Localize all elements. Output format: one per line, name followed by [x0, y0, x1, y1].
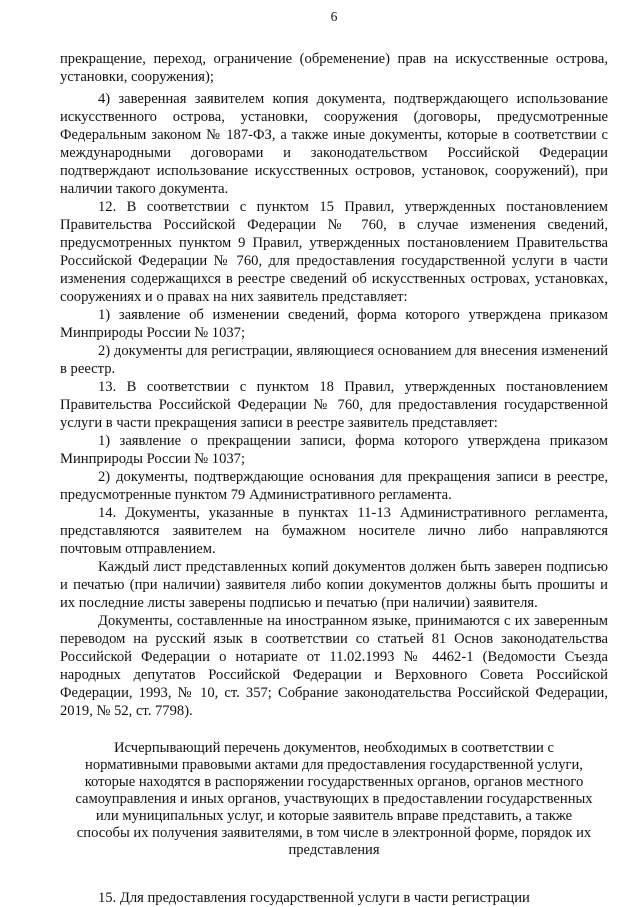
- paragraph-12: 12. В соответствии с пунктом 15 Правил, утвержденных постановлением Правительства Российской Федерации № 760, в случае изменения сведений, предусмотренных пунктом 9 Правил, утвержденных постановлением Правительства Российской Федерации № 760, для предоставления государственной услуги в части изменения содержащихся в реестре сведений об искусственных островах, установках, сооружениях и о правах на них заявитель представляет:: [60, 199, 608, 305]
- page-number: 6: [330, 9, 338, 24]
- paragraph-foreign-language: Документы, составленные на иностранном языке, принимаются с их заверенным переводом на русский язык в соответствии со статьей 81 Основ законодательства Российской Федерации о нотариате от 11.02.1993 № 4462-1 (Ведомости Съезда народных депутатов Российской Федерации и Верховного Совета Российской Федерации, 1993, № 10, ст. 357; Собрание законодательства Российской Федерации, 2019, № 52, ст. 7798).: [60, 613, 608, 719]
- section-heading: Исчерпывающий перечень документов, необходимых в соответствии с нормативными правовыми актами для предоставления государственной услуги, которые находятся в распоряжении государственных органов, органов местного самоуправления и иных органов, участвующих в предоставлении государственных или муниципальных услуг, и которые заявитель вправе представить, а также способы их получения заявителями, в том числе в электронной форме, порядок их представления: [75, 740, 593, 858]
- paragraph-continuation: прекращение, переход, ограничение (обременение) прав на искусственные острова, установки, сооружения);: [60, 51, 608, 85]
- paragraph-13-item-2: 2) документы, подтверждающие основания для прекращения записи в реестре, предусмотренные пунктом 79 Административного регламента.: [60, 469, 608, 503]
- paragraph-12-item-2: 2) документы для регистрации, являющиеся основанием для внесения изменений в реестр.: [60, 343, 608, 377]
- paragraph-sheets-certification: Каждый лист представленных копий документов должен быть заверен подписью и печатью (при наличии) заявителя либо копии документов должны быть прошиты и их последние листы заверены подписью и печатью (при наличии) заявителя.: [60, 559, 608, 611]
- paragraph-15: 15. Для предоставления государственной услуги в части регистрации: [98, 890, 530, 906]
- paragraph-item-4: 4) заверенная заявителем копия документа, подтверждающего использование искусственного острова, установки, сооружения (договоры, предусмотренные Федеральным законом № 187-ФЗ, а также иные документы, которые в соответствии с международными договорами и законодательством Российской Федерации подтверждают использование искусственных островов, установок, сооружений), при наличии такого документа.: [60, 91, 608, 197]
- paragraph-12-item-1: 1) заявление об изменении сведений, форма которого утверждена приказом Минприроды России № 1037;: [60, 307, 608, 341]
- paragraph-13: 13. В соответствии с пунктом 18 Правил, утвержденных постановлением Правительства Российской Федерации № 760, для предоставления государственной услуги в части прекращения записи в реестре заявитель представляет:: [60, 379, 608, 431]
- paragraph-13-item-1: 1) заявление о прекращении записи, форма которого утверждена приказом Минприроды России № 1037;: [60, 433, 608, 467]
- paragraph-14: 14. Документы, указанные в пунктах 11-13 Административного регламента, представляются заявителем на бумажном носителе лично либо направляются почтовым отправлением.: [60, 505, 608, 557]
